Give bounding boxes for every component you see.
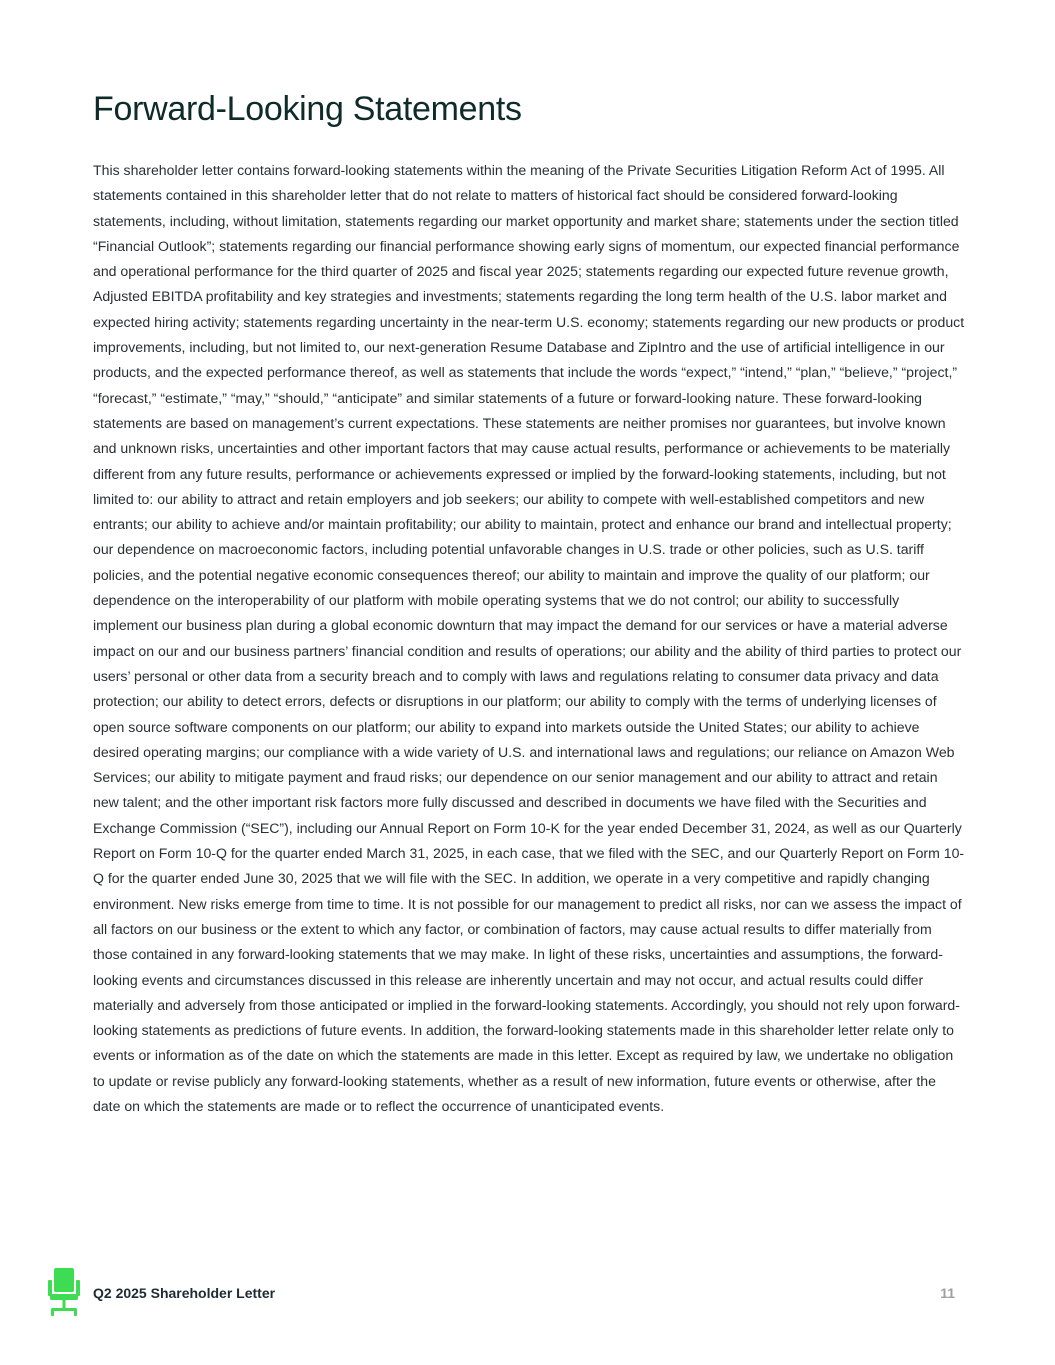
page-number: 11 — [940, 1285, 955, 1301]
footer-document-title: Q2 2025 Shareholder Letter — [93, 1285, 276, 1301]
chair-icon — [48, 1268, 80, 1318]
page-title: Forward-Looking Statements — [93, 90, 522, 128]
forward-looking-statements-paragraph: This shareholder letter contains forward-looking statements within the meaning of the Private Securities Litigation Reform Act of 1995. All statements contained in this shareholder letter that do not relate to matters of historical fact should be considered forward-looking statements, including, without limitation, statements regarding our market opportunity and market share; statements under the section titled “Financial Outlook”; statements regarding our financial performance showing early signs of momentum, our expected financial performance and operational performance for the third quarter of 2025 and fiscal year 2025; statements regarding our expected future revenue growth, Adjusted EBITDA profitability and key strategies and investments; statements regarding the long term health of the U.S. labor market and expected hiring activity; statements regarding uncertainty in the near-term U.S. economy; statements regarding our new products or product improvements, including, but not limited to, our next-generation Resume Database and ZipIntro and the use of artificial intelligence in our products, and the expected performance thereof, as well as statements that include the words “expect,” “intend,” “plan,” “believe,” “project,” “forecast,” “estimate,” “may,” “should,” “anticipate” and similar statements of a future or forward-looking nature. These forward-looking statements are based on management’s current expectations. These statements are neither promises nor guarantees, but involve known and unknown risks, uncertainties and other important factors that may cause actual results, performance or achievements to be materially different from any future results, performance or achievements expressed or implied by the forward-looking statements, including, but not limited to: our ability to attract and retain employers and job seekers; our ability to compete with well-established competitors and new entrants; our ability to achieve and/or maintain profitability; our ability to maintain, protect and enhance our brand and intellectual property; our dependence on macroeconomic factors, including potential unfavorable changes in U.S. trade or other policies, such as U.S. tariff policies, and the potential negative economic consequences thereof; our ability to maintain and improve the quality of our platform; our dependence on the interoperability of our platform with mobile operating systems that we do not control; our ability to successfully implement our business plan during a global economic downturn that may impact the demand for our services or have a material adverse impact on our and our business partners’ financial condition and results of operations; our ability and the ability of third parties to protect our users’ personal or other data from a security breach and to comply with laws and regulations relating to consumer data privacy and data protection; our ability to detect errors, defects or disruptions in our platform; our ability to comply with the terms of underlying licenses of open source software components on our platform; our ability to expand into markets outside the United States; our ability to achieve desired operating margins; our compliance with a wide variety of U.S. and international laws and regulations; our reliance on Amazon Web Services; our ability to mitigate payment and fraud risks; our dependence on our senior management and our ability to attract and retain new talent; and the other important risk factors more fully discussed and described in documents we have filed with the Securities and Exchange Commission (“SEC”), including our Annual Report on Form 10-K for the year ended December 31, 2024, as well as our Quarterly Report on Form 10-Q for the quarter ended March 31, 2025, in each case, that we filed with the SEC, and our Quarterly Report on Form 10-Q for the quarter ended June 30, 2025 that we will file with the SEC. In addition, we operate in a very competitive and rapidly changing environment. New risks emerge from time to time. It is not possible for our management to predict all risks, nor can we assess the impact of all factors on our business or the extent to which any factor, or combination of factors, may cause actual results to differ materially from those contained in any forward-looking statements that we may make. In light of these risks, uncertainties and assumptions, the forward-looking events and circumstances discussed in this release are inherently uncertain and may not occur, and actual results could differ materially and adversely from those anticipated or implied in the forward-looking statements. Accordingly, you should not rely upon forward-looking statements as predictions of future events. In addition, the forward-looking statements made in this shareholder letter relate only to events or information as of the date on which the statements are made in this letter. Except as required by law, we undertake no obligation to update or revise publicly any forward-looking statements, whether as a result of new information, future events or otherwise, after the date on which the statements are made or to reflect the occurrence of unanticipated events. — [93, 162, 965, 1114]
